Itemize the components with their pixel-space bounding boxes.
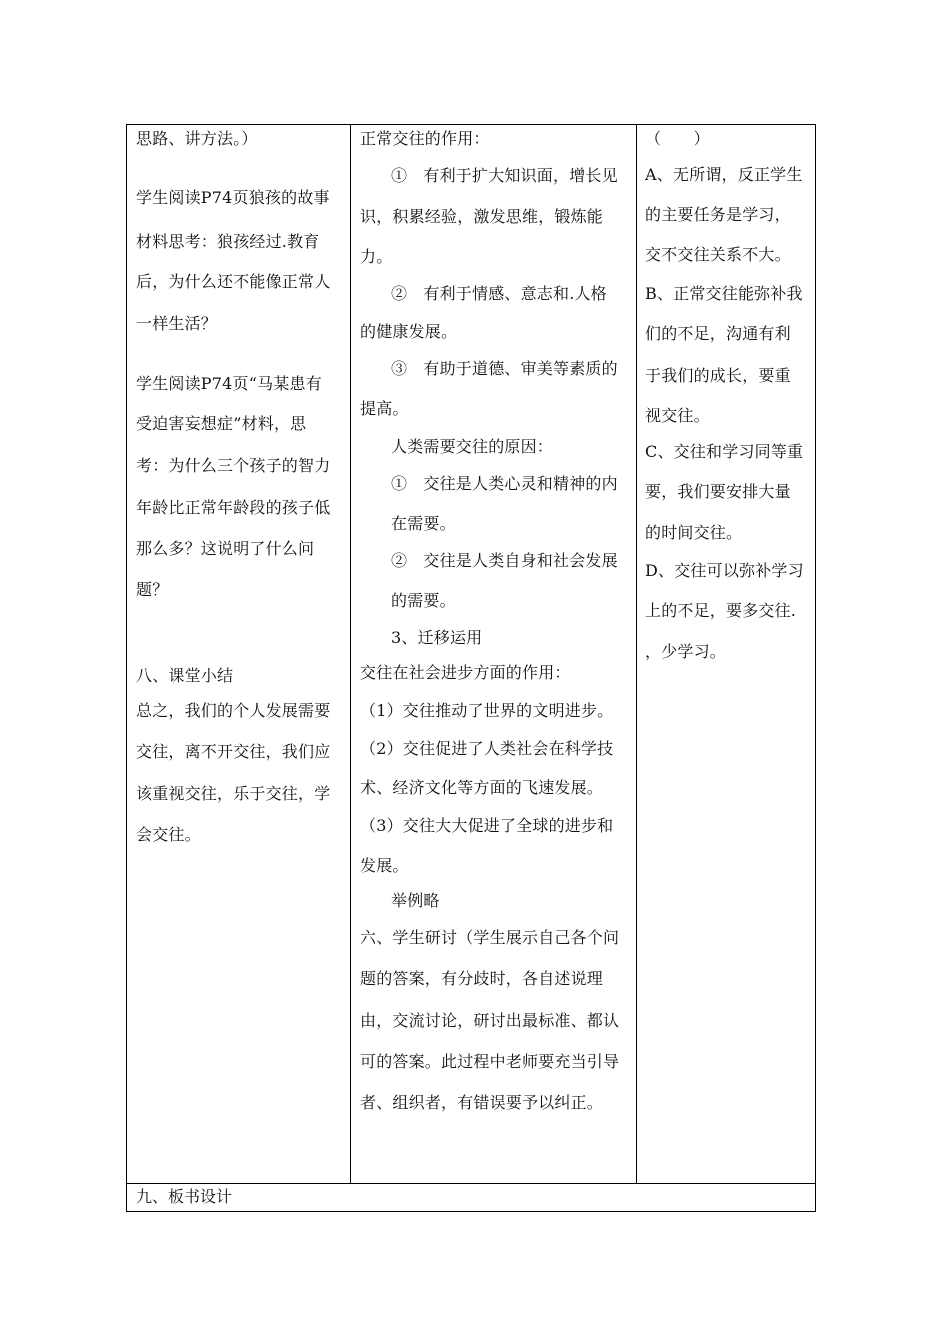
text-line: 要，我们要安排大量 — [645, 482, 791, 501]
option-a: A、无所谓，反正学生 — [645, 165, 803, 184]
option-d: D、交往可以弥补学习 — [645, 561, 804, 580]
text-line: 力。 — [360, 247, 393, 266]
text-line: （3）交往大大促进了全球的进步和 — [360, 816, 614, 835]
lesson-plan-table — [126, 124, 816, 1212]
text-line: 可的答案。此过程中老师要充当引导 — [360, 1052, 620, 1071]
section-heading: 3、迁移运用 — [391, 628, 483, 647]
text-line: 于我们的成长，要重 — [645, 366, 791, 385]
text-line: 总之，我们的个人发展需要 — [136, 701, 331, 720]
student-activity-cell — [127, 125, 351, 1184]
text-line: 在需要。 — [391, 514, 456, 533]
text-line: 的主要任务是学习， — [645, 205, 791, 224]
text-line: 学生阅读P74页狼孩的故事 — [136, 188, 330, 207]
text-line: ③ 有助于道德、审美等素质的 — [391, 359, 618, 378]
text-line: 题的答案，有分歧时，各自述说理 — [360, 969, 604, 988]
text-line: 题？ — [136, 580, 169, 599]
text-line: 正常交往的作用： — [360, 129, 490, 148]
text-line: 该重视交往，乐于交往，学 — [136, 784, 331, 803]
text-line: 一样生活？ — [136, 314, 218, 333]
text-line: 由，交流讨论，研讨出最标准、都认 — [360, 1011, 620, 1030]
text-line: ② 交往是人类自身和社会发展 — [391, 551, 618, 570]
text-line: 者、组织者，有错误要予以纠正。 — [360, 1093, 604, 1112]
text-line: 交往在社会进步方面的作用： — [360, 663, 571, 682]
text-line: 交不交往关系不大。 — [645, 245, 791, 264]
section-heading: 八、课堂小结 — [136, 666, 234, 685]
text-line: 年龄比正常年龄段的孩子低 — [136, 498, 331, 517]
text-line: （2）交往促进了人类社会在科学技 — [360, 739, 614, 758]
text-line: 受迫害妄想症”材料，思 — [136, 414, 307, 433]
text-line: 的时间交往。 — [645, 523, 743, 542]
text-line: 后，为什么还不能像正常人 — [136, 272, 331, 291]
text-line: 识，积累经验，激发思维，锻炼能 — [360, 207, 604, 226]
text-line: 视交往。 — [645, 406, 710, 425]
text-line: ，少学习。 — [645, 642, 727, 661]
section-heading: 九、板书设计 — [136, 1187, 233, 1206]
text-line: 材料思考：狼孩经过.教育 — [136, 232, 320, 251]
text-line: ① 有利于扩大知识面，增长见 — [391, 166, 618, 185]
option-c: C、交往和学习同等重 — [645, 442, 804, 461]
text-line: 举例略 — [391, 891, 440, 910]
text-line: ② 有利于情感、意志和.人格 — [391, 284, 607, 303]
text-line: 术、经济文化等方面的飞速发展。 — [360, 778, 604, 797]
exercise-cell — [637, 125, 816, 1184]
text-line: 人类需要交往的原因： — [391, 437, 554, 456]
text-line: 的健康发展。 — [360, 322, 458, 341]
answer-blank: （ ） — [645, 129, 710, 148]
option-b: B、正常交往能弥补我 — [645, 284, 803, 303]
text-line: 发展。 — [360, 856, 409, 875]
text-line: 的需要。 — [391, 591, 456, 610]
text-line: 交往，离不开交往，我们应 — [136, 742, 331, 761]
text-line: 上的不足，要多交往. — [645, 601, 797, 620]
text-line: 思路、讲方法。） — [136, 129, 258, 148]
text-line: 会交往。 — [136, 825, 201, 844]
table-row — [127, 1184, 816, 1212]
text-line: 学生阅读P74页“马某患有 — [136, 374, 322, 393]
text-line: （1）交往推动了世界的文明进步。 — [360, 701, 614, 720]
teaching-content-cell — [351, 125, 637, 1184]
text-line: ① 交往是人类心灵和精神的内 — [391, 474, 618, 493]
text-line: 提高。 — [360, 399, 409, 418]
section-heading: 六、学生研讨（学生展示自己各个问 — [360, 928, 620, 947]
board-design-cell — [127, 1184, 816, 1212]
text-line: 考：为什么三个孩子的智力 — [136, 456, 331, 475]
table-row — [127, 125, 816, 1184]
text-line: 那么多？这说明了什么问 — [136, 539, 315, 558]
text-line: 们的不足，沟通有利 — [645, 324, 791, 343]
